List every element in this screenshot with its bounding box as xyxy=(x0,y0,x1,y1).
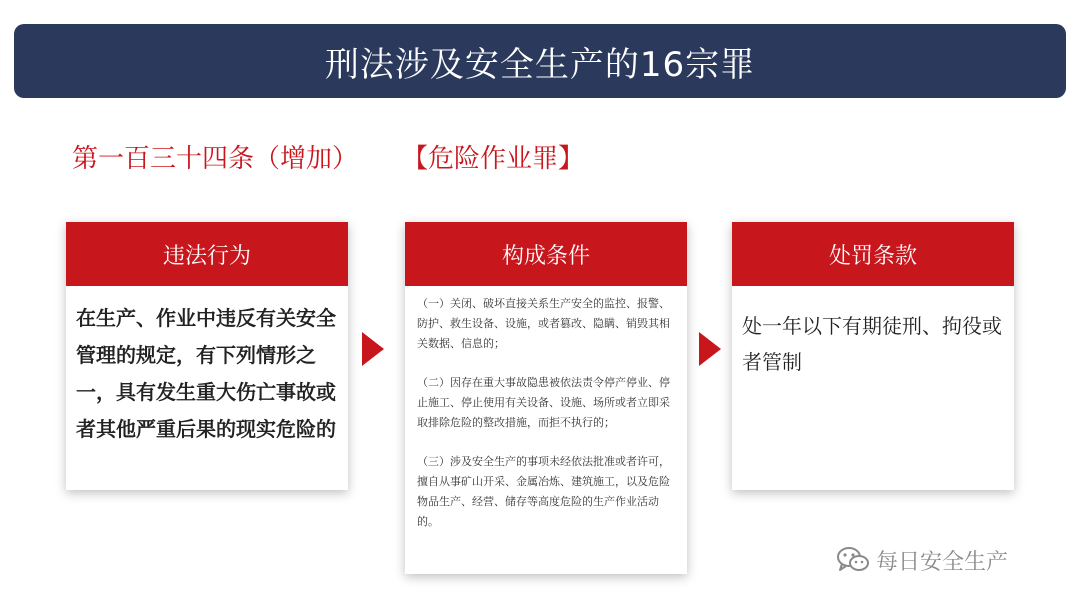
illegal-act-card xyxy=(66,222,348,490)
penalty-header: 处罚条款 xyxy=(732,222,1014,286)
penalty-text: 处一年以下有期徒刑、拘役或者管制 xyxy=(742,314,1002,374)
watermark-text: 每日安全生产 xyxy=(876,549,1009,575)
clause-2: （二）因存在重大事故隐患被依法责令停产停业、停止施工、停止使用有关设备、设施、场所或者立即采取排除危险的整改措施，而拒不执行的； xyxy=(417,376,670,429)
page-title: 刑法涉及安全生产的16宗罪 xyxy=(324,44,756,85)
arrow-right-icon xyxy=(362,332,384,366)
penalty-card xyxy=(732,222,1014,490)
elements-clauses xyxy=(405,286,687,532)
clause-3: （三）涉及安全生产的事项未经依法批准或者许可，擅自从事矿山开采、金属冶炼、建筑施工，以及危险物品生产、经营、储存等高度危险的生产作业活动的。 xyxy=(417,455,670,528)
article-number: 第一百三十四条（增加） xyxy=(72,143,359,174)
elements-card xyxy=(405,222,687,574)
elements-header: 构成条件 xyxy=(405,222,687,286)
crime-name: 【危险作业罪】 xyxy=(402,143,585,174)
illegal-act-text: 在生产、作业中违反有关安全管理的规定，有下列情形之一，具有发生重大伤亡事故或者其他严重后果的现实危险的 xyxy=(76,306,336,441)
article-heading xyxy=(72,134,772,178)
watermark xyxy=(836,542,1008,578)
wechat-icon xyxy=(836,546,870,574)
illegal-act-header: 违法行为 xyxy=(66,222,348,286)
clause-1: （一）关闭、破坏直接关系生产安全的监控、报警、防护、救生设备、设施，或者篡改、隐瞒、销毁其相关数据、信息的； xyxy=(417,297,670,350)
arrow-right-icon xyxy=(699,332,721,366)
title-banner xyxy=(14,24,1066,98)
